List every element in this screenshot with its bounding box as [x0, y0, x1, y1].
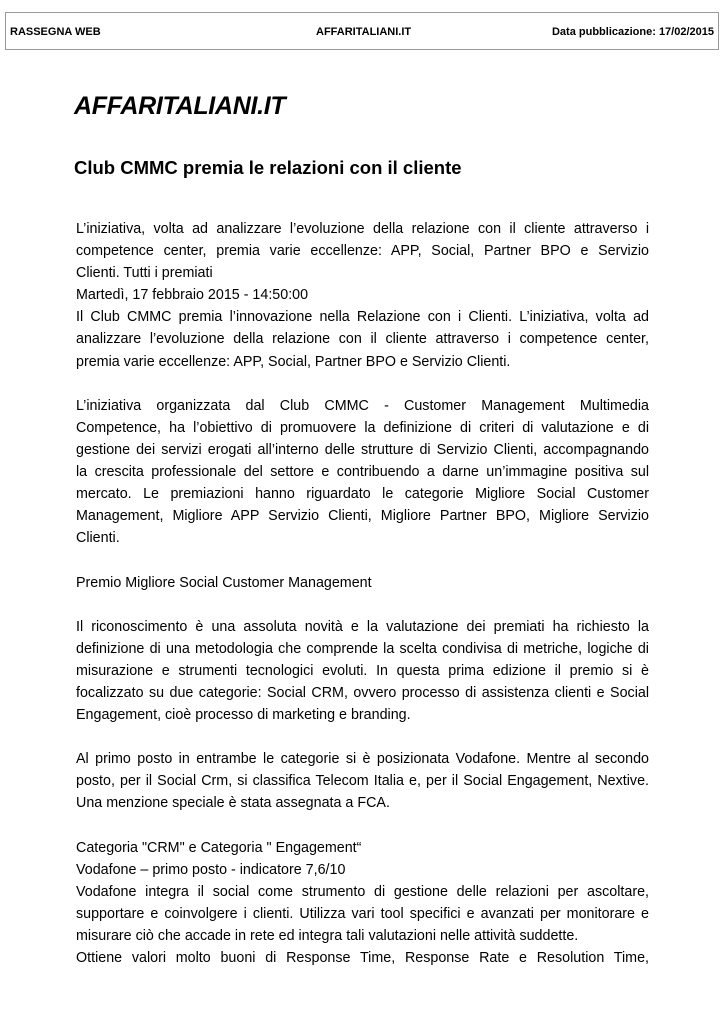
body-line: misurazione e strumenti tecnologici evoluti. In questa prima edizione il premio si è [76, 662, 649, 679]
body-line: Il Club CMMC premia l’innovazione nella Relazione con i Clienti. L’iniziativa, volta ad [76, 309, 649, 326]
section-heading: Premio Migliore Social Customer Management [76, 574, 372, 591]
press-review-header [5, 12, 719, 50]
body-line: Vodafone integra il social come strumento di gestione delle relazioni per ascoltare, [76, 883, 649, 900]
paragraph-gap [76, 549, 649, 571]
article-title: Club CMMC premia le relazioni con il cliente [74, 157, 462, 178]
body-line: Management, Migliore APP Servizio Clienti, Migliore Partner BPO, Migliore Servizio [76, 508, 649, 525]
body-line: posto, per il Social Crm, si classifica Telecom Italia e, per il Social Engagement, Nextive. [76, 773, 649, 790]
body-line: L’iniziativa, volta ad analizzare l’evoluzione della relazione con il cliente attraverso i [76, 221, 649, 237]
ranking-line: Vodafone – primo posto - indicatore 7,6/10 [76, 861, 346, 878]
header-publication-date: Data pubblicazione: 17/02/2015 [551, 26, 714, 38]
body-line: mercato. Le premiazioni hanno riguardato le categorie Migliore Social Customer [76, 486, 649, 503]
body-line: Ottiene valori molto buoni di Response Time, Response Rate e Resolution Time, [76, 950, 649, 967]
masthead: AFFARITALIANI.IT [74, 92, 286, 120]
body-line: Al primo posto in entrambe le categorie si è posizionata Vodafone. Mentre al secondo [76, 751, 649, 768]
body-line: analizzare l’evoluzione della relazione con il cliente attraverso i competence center, [76, 331, 649, 348]
body-line: premia varie eccellenze: APP, Social, Partner BPO e Servizio Clienti. [76, 353, 511, 370]
body-line: focalizzato su due categorie: Social CRM, ovvero processo di assistenza clienti e Social [76, 684, 649, 701]
body-line: Una menzione speciale è stata assegnata a FCA. [76, 795, 390, 812]
paragraph-gap [76, 815, 649, 837]
body-line: L’iniziativa organizzata dal Club CMMC - Customer Management Multimedia [76, 397, 649, 414]
body-line: Competence, ha l’obiettivo di promuovere la definizione di criteri di valutazione e di [76, 419, 649, 436]
paragraph-gap [76, 373, 649, 395]
article-body [76, 218, 649, 969]
body-line: Il riconoscimento è una assoluta novità e la valutazione dei premiati ha richiesto la [76, 618, 649, 635]
header-source-type: RASSEGNA WEB [10, 26, 101, 38]
body-line: Clienti. Tutti i premiati [76, 265, 213, 282]
body-line: competence center, premia varie eccellenze: APP, Social, Partner BPO e Servizio [76, 243, 649, 260]
header-publication: AFFARITALIANI.IT [316, 26, 412, 38]
body-line: Clienti. [76, 530, 120, 547]
body-line: definizione di una metodologia che comprende la scelta condivisa di metriche, logiche di [76, 640, 649, 657]
paragraph-gap [76, 594, 649, 616]
body-line: la crescita professionale del settore e contribuendo a darne un’immagine positiva sul [76, 464, 649, 481]
body-line: gestione dei servizi erogati all’interno delle strutture di Servizio Clienti, accompagnando [76, 441, 649, 458]
body-line: Engagement, cioè processo di marketing e branding. [76, 707, 411, 724]
body-line: misurare ciò che accade in rete ed integra tali valutazioni nelle attività suddette. [76, 928, 579, 944]
article-dateline: Martedì, 17 febbraio 2015 - 14:50:00 [76, 287, 309, 304]
paragraph-gap [76, 726, 649, 748]
category-heading: Categoria "CRM" e Categoria " Engagement“ [76, 839, 362, 856]
body-line: supportare e coinvolgere i clienti. Utilizza vari tool specifici e avanzati per monitorare e [76, 905, 649, 922]
